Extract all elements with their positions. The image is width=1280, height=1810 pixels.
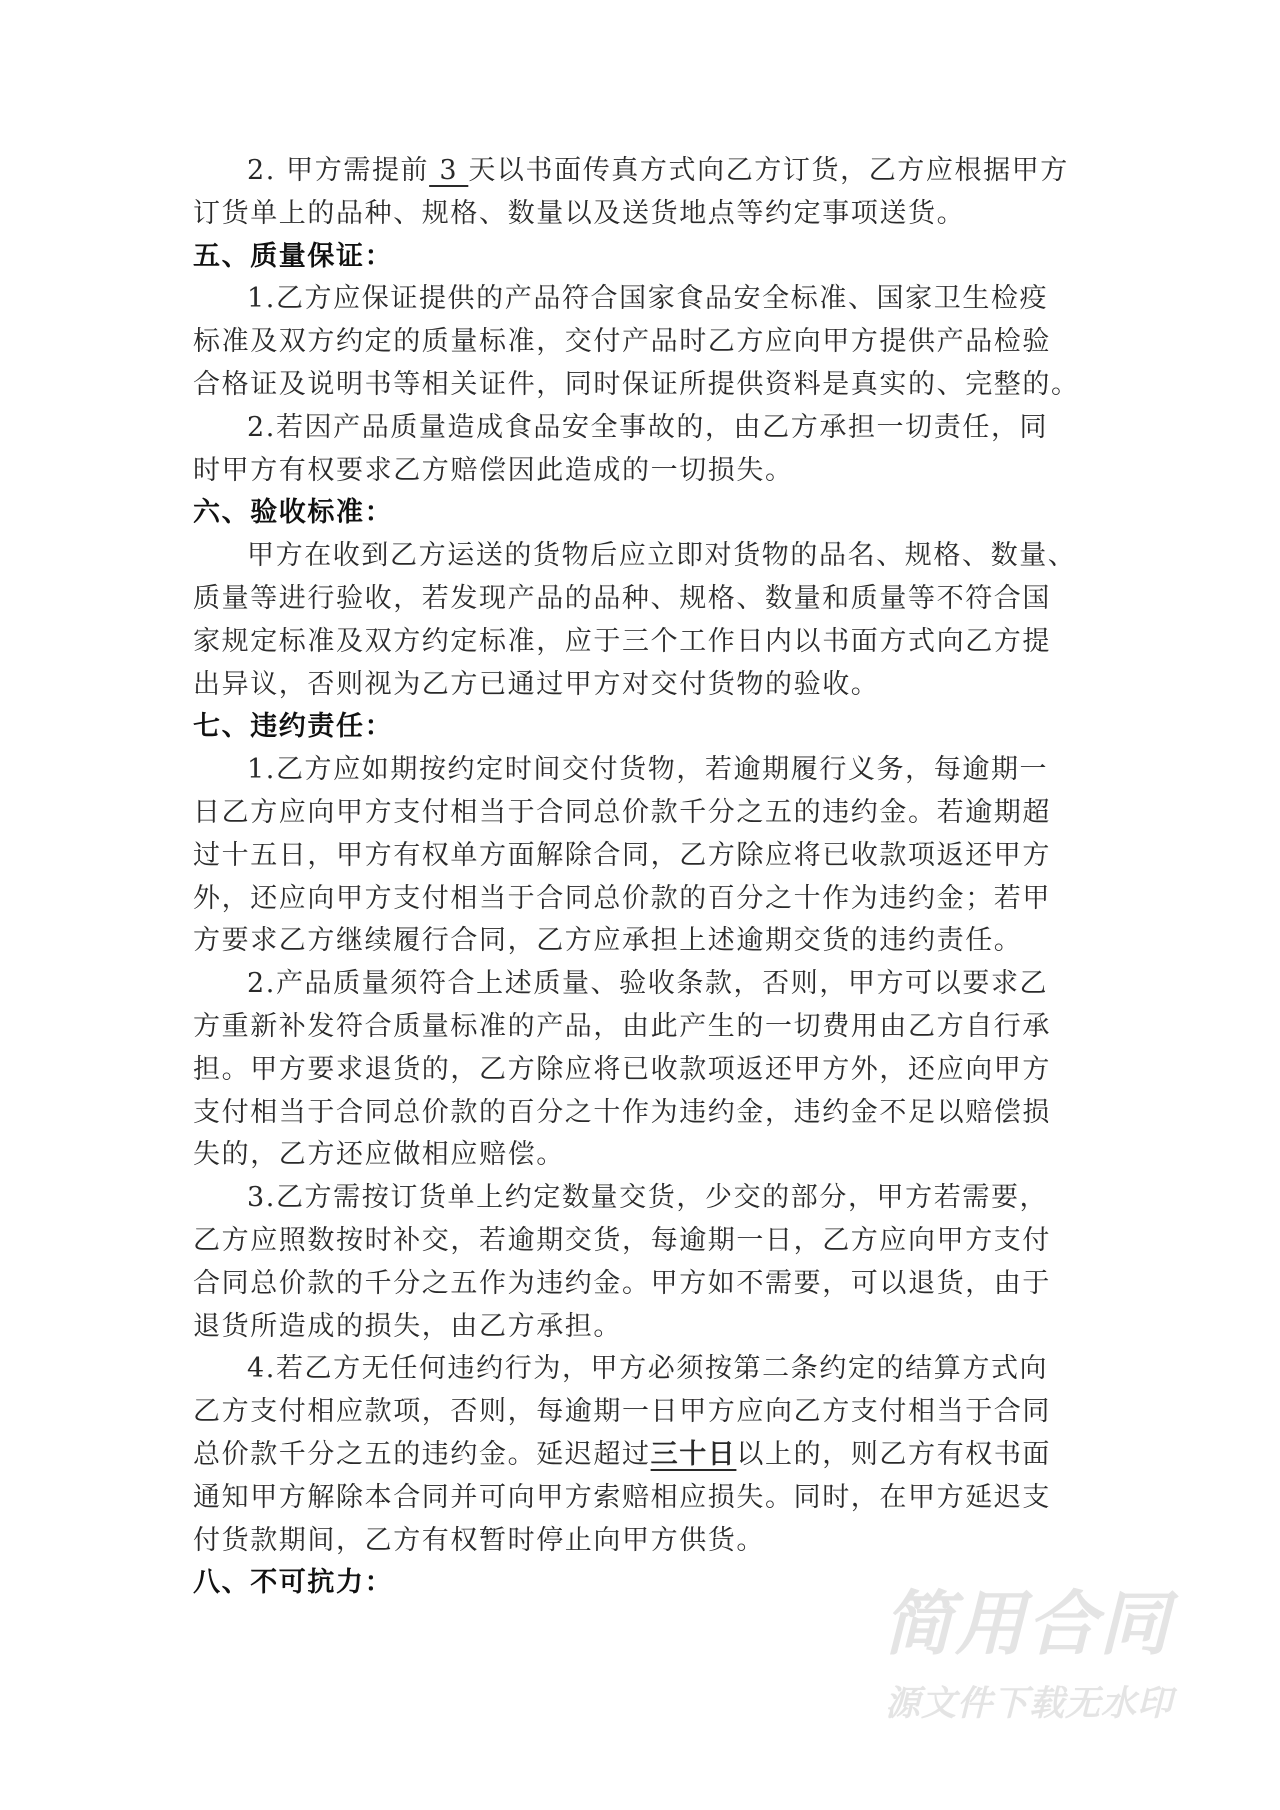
paragraph-line: 过十五日，甲方有权单方面解除合同，乙方除应将已收款项返还甲方	[193, 839, 1051, 871]
paragraph-line: 合格证及说明书等相关证件，同时保证所提供资料是真实的、完整的。	[193, 368, 1080, 400]
section-heading-quality: 五、质量保证：	[193, 240, 394, 272]
paragraph-line: 乙方支付相应款项，否则，每逾期一日甲方应向乙方支付相当于合同	[193, 1396, 1051, 1428]
paragraph-line: 家规定标准及双方约定标准，应于三个工作日内以书面方式向乙方提	[193, 625, 1051, 657]
paragraph-line: 标准及双方约定的质量标准，交付产品时乙方应向甲方提供产品检验	[193, 326, 1051, 358]
paragraph-line: 合同总价款的千分之五作为违约金。甲方如不需要，可以退货，由于	[193, 1267, 1051, 1299]
paragraph-line: 质量等进行验收，若发现产品的品种、规格、数量和质量等不符合国	[193, 582, 1051, 614]
paragraph-line: 4.若乙方无任何违约行为，甲方必须按第二条约定的结算方式向	[247, 1353, 1049, 1385]
section-heading-force-majeure: 八、不可抗力：	[193, 1567, 394, 1599]
text-segment: 天以书面传真方式向乙方订货，乙方应根据甲方	[468, 155, 1069, 186]
clause-7-4-line-3	[193, 1434, 1093, 1477]
text-segment: 总价款千分之五的违约金。延迟超过	[193, 1438, 651, 1470]
paragraph-line: 2.产品质量须符合上述质量、验收条款，否则，甲方可以要求乙	[247, 968, 1049, 1000]
paragraph-line: 出异议，否则视为乙方已通过甲方对交付货物的验收。	[193, 668, 880, 700]
text-segment: 以上的，则乙方有权书面	[736, 1438, 1052, 1470]
watermark-subtitle: 源文件下载无水印	[885, 1684, 1174, 1724]
paragraph-line: 1.乙方应保证提供的产品符合国家食品安全标准、国家卫生检疫	[247, 283, 1049, 315]
paragraph-line: 失的，乙方还应做相应赔偿。	[193, 1139, 565, 1171]
watermark-logo: 简用合同	[883, 1583, 1171, 1665]
paragraph-line: 乙方应照数按时补交，若逾期交货，每逾期一日，乙方应向甲方支付	[193, 1224, 1051, 1256]
thirty-days-blank: 三十日	[650, 1438, 737, 1470]
paragraph-line: 3.乙方需按订货单上约定数量交货，少交的部分，甲方若需要，	[247, 1182, 1049, 1214]
paragraph-line: 订货单上的品种、规格、数量以及送货地点等约定事项送货。	[193, 197, 966, 229]
paragraph-line: 甲方在收到乙方运送的货物后应立即对货物的品名、规格、数量、	[247, 540, 1077, 572]
paragraph-line: 2.若因产品质量造成食品安全事故的，由乙方承担一切责任，同	[247, 411, 1049, 443]
advance-days-blank: 3	[429, 155, 469, 186]
text-segment: 2. 甲方需提前	[247, 155, 430, 186]
paragraph-line: 通知甲方解除本合同并可向甲方索赔相应损失。同时，在甲方延迟支	[193, 1481, 1051, 1513]
paragraph-line: 时甲方有权要求乙方赔偿因此造成的一切损失。	[193, 454, 794, 486]
contract-page	[193, 150, 1093, 1605]
section-heading-liability: 七、违约责任：	[193, 711, 394, 743]
section-heading-acceptance: 六、验收标准：	[193, 497, 394, 529]
paragraph-line: 付货款期间，乙方有权暂时停止向甲方供货。	[193, 1524, 765, 1556]
paragraph-line: 退货所造成的损失，由乙方承担。	[193, 1310, 622, 1342]
paragraph-line: 方重新补发符合质量标准的产品，由此产生的一切费用由乙方自行承	[193, 1010, 1051, 1042]
clause-4-2-line-1	[193, 150, 1093, 193]
paragraph-line: 日乙方应向甲方支付相当于合同总价款千分之五的违约金。若逾期超	[193, 796, 1051, 828]
paragraph-line: 1.乙方应如期按约定时间交付货物，若逾期履行义务，每逾期一	[247, 754, 1049, 786]
paragraph-line: 支付相当于合同总价款的百分之十作为违约金，违约金不足以赔偿损	[193, 1096, 1051, 1128]
paragraph-line: 方要求乙方继续履行合同，乙方应承担上述逾期交货的违约责任。	[193, 925, 1023, 957]
paragraph-line: 担。甲方要求退货的，乙方除应将已收款项返还甲方外，还应向甲方	[193, 1053, 1051, 1085]
paragraph-line: 外，还应向甲方支付相当于合同总价款的百分之十作为违约金；若甲	[193, 882, 1051, 914]
